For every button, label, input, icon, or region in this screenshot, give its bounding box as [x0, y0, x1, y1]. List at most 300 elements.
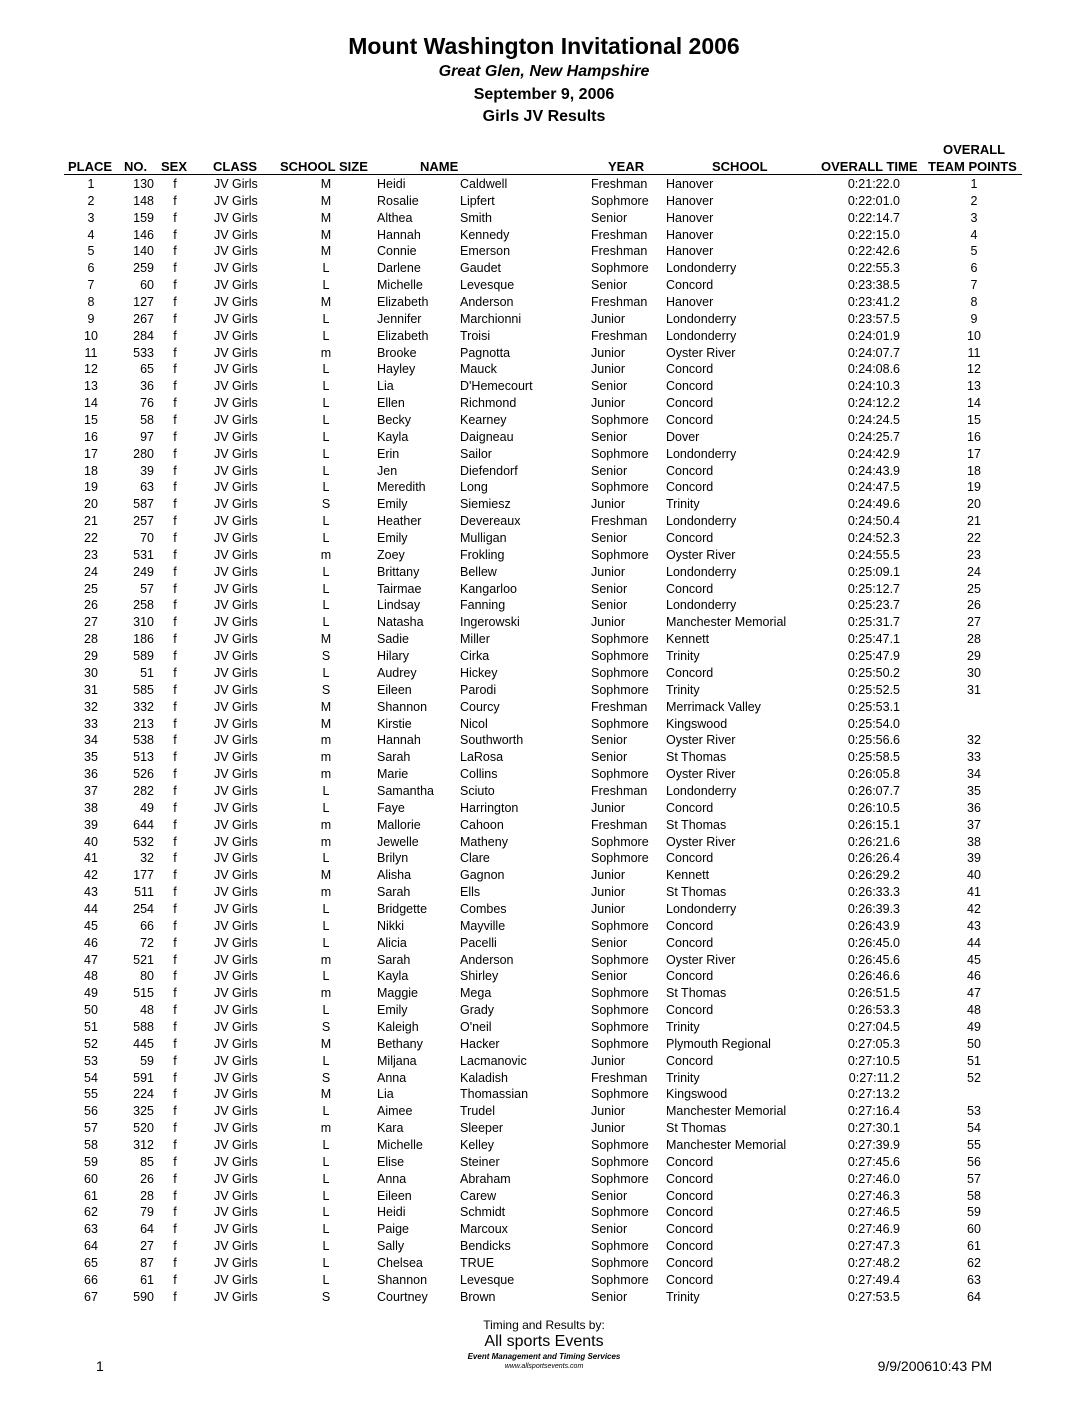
cell-last-name: Matheny — [460, 834, 508, 849]
cell-school-size: m — [320, 834, 332, 849]
cell-year: Junior — [591, 800, 626, 815]
cell-team-points: 48 — [967, 1003, 981, 1018]
cell-team-points: 16 — [967, 429, 981, 444]
cell-last-name: Steiner — [460, 1154, 500, 1169]
table-row — [0, 581, 1088, 598]
cell-year: Senior — [591, 210, 628, 225]
cell-overall-time: 0:24:01.9 — [847, 328, 900, 343]
cell-team-points: 63 — [967, 1272, 981, 1287]
cell-place: 41 — [84, 851, 98, 866]
cell-bib-number: 59 — [140, 1053, 154, 1068]
company-name: All sports Events — [484, 1333, 604, 1350]
cell-bib-number: 521 — [133, 952, 154, 967]
cell-last-name: Diefendorf — [460, 463, 518, 478]
cell-last-name: Cahoon — [460, 817, 504, 832]
cell-class: JV Girls — [214, 295, 258, 310]
cell-year: Junior — [591, 311, 626, 326]
cell-team-points: 18 — [967, 463, 981, 478]
cell-place: 39 — [84, 817, 98, 832]
cell-sex: f — [173, 1019, 177, 1034]
cell-class: JV Girls — [214, 1137, 258, 1152]
page-title: Mount Washington Invitational 2006 — [348, 33, 740, 59]
cell-last-name: Brown — [460, 1289, 496, 1304]
cell-overall-time: 0:24:07.7 — [847, 345, 900, 360]
cell-last-name: Fanning — [460, 598, 506, 613]
cell-last-name: Thomassian — [460, 1087, 529, 1102]
cell-sex: f — [173, 1070, 177, 1085]
col-year: YEAR — [608, 159, 645, 174]
cell-class: JV Girls — [214, 952, 258, 967]
cell-place: 46 — [84, 935, 98, 950]
cell-school: Oyster River — [666, 767, 736, 782]
cell-school-size: L — [322, 379, 330, 394]
cell-year: Sophmore — [591, 480, 649, 495]
cell-place: 12 — [84, 362, 98, 377]
cell-sex: f — [173, 1239, 177, 1254]
table-row — [0, 631, 1088, 648]
cell-year: Sophmore — [591, 1205, 649, 1220]
table-row — [0, 1272, 1088, 1289]
cell-first-name: Hannah — [377, 733, 421, 748]
cell-team-points: 9 — [970, 311, 978, 326]
cell-place: 13 — [84, 379, 98, 394]
cell-place: 55 — [84, 1087, 98, 1102]
cell-last-name: Kelley — [460, 1137, 495, 1152]
cell-year: Senior — [591, 1289, 628, 1304]
cell-team-points: 3 — [970, 210, 978, 225]
table-row — [0, 732, 1088, 749]
cell-overall-time: 0:26:45.0 — [847, 935, 900, 950]
results-table — [0, 176, 1088, 1306]
cell-school-size: S — [321, 649, 331, 664]
cell-bib-number: 80 — [140, 969, 154, 984]
cell-sex: f — [173, 632, 177, 647]
cell-overall-time: 0:22:42.6 — [847, 244, 900, 259]
cell-class: JV Girls — [214, 649, 258, 664]
cell-sex: f — [173, 699, 177, 714]
cell-first-name: Emily — [377, 497, 408, 512]
cell-overall-time: 0:26:26.4 — [847, 851, 900, 866]
table-row — [0, 227, 1088, 244]
cell-last-name: Miller — [460, 632, 490, 647]
cell-overall-time: 0:21:22.0 — [847, 177, 900, 191]
cell-class: JV Girls — [214, 311, 258, 326]
cell-team-points: 22 — [967, 531, 981, 546]
cell-school-size: S — [321, 1019, 331, 1034]
cell-overall-time: 0:26:51.5 — [847, 986, 900, 1001]
cell-place: 33 — [84, 716, 98, 731]
cell-team-points: 10 — [967, 328, 981, 343]
cell-year: Sophmore — [591, 261, 649, 276]
cell-sex: f — [173, 362, 177, 377]
cell-first-name: Kara — [377, 1121, 404, 1136]
cell-sex: f — [173, 733, 177, 748]
cell-year: Junior — [591, 497, 626, 512]
col-team-points-line1: OVERALL — [943, 142, 1006, 157]
cell-sex: f — [173, 463, 177, 478]
cell-overall-time: 0:27:46.0 — [847, 1171, 900, 1186]
cell-first-name: Sally — [377, 1239, 405, 1254]
cell-bib-number: 186 — [133, 632, 154, 647]
cell-year: Sophmore — [591, 834, 649, 849]
table-row — [0, 1238, 1088, 1255]
cell-overall-time: 0:26:53.3 — [847, 1003, 900, 1018]
table-row — [0, 176, 1088, 193]
cell-place: 66 — [84, 1272, 98, 1287]
cell-bib-number: 148 — [133, 193, 154, 208]
cell-year: Senior — [591, 935, 628, 950]
cell-school: Londonderry — [666, 328, 737, 343]
table-row — [0, 412, 1088, 429]
cell-year: Sophmore — [591, 446, 649, 461]
cell-sex: f — [173, 1121, 177, 1136]
cell-last-name: Shirley — [460, 969, 499, 984]
table-row — [0, 867, 1088, 884]
table-row — [0, 1188, 1088, 1205]
cell-last-name: Anderson — [460, 952, 514, 967]
print-timestamp: 9/9/200610:43 PM — [877, 1358, 992, 1374]
cell-last-name: Devereaux — [460, 514, 521, 529]
cell-first-name: Sarah — [377, 885, 411, 900]
cell-school: Concord — [666, 935, 714, 950]
cell-year: Sophmore — [591, 682, 649, 697]
cell-school: Concord — [666, 581, 714, 596]
cell-class: JV Girls — [214, 885, 258, 900]
cell-last-name: Sciuto — [460, 783, 495, 798]
cell-team-points: 5 — [970, 244, 978, 259]
cell-team-points: 31 — [967, 682, 981, 697]
cell-last-name: Mayville — [460, 918, 506, 933]
cell-last-name: LaRosa — [460, 750, 504, 765]
cell-place: 17 — [84, 446, 98, 461]
cell-year: Junior — [591, 1053, 626, 1068]
table-row — [0, 1036, 1088, 1053]
event-location: Great Glen, New Hampshire — [438, 63, 650, 80]
cell-place: 29 — [84, 649, 98, 664]
cell-team-points: 11 — [967, 345, 981, 360]
cell-last-name: Caldwell — [460, 177, 508, 191]
cell-class: JV Girls — [214, 278, 258, 293]
cell-bib-number: 146 — [133, 227, 154, 242]
cell-overall-time: 0:26:21.6 — [847, 834, 900, 849]
table-row — [0, 294, 1088, 311]
cell-bib-number: 284 — [133, 328, 154, 343]
cell-school: Londonderry — [666, 311, 737, 326]
cell-place: 56 — [84, 1104, 98, 1119]
table-row — [0, 1204, 1088, 1221]
cell-overall-time: 0:26:33.3 — [847, 885, 900, 900]
cell-last-name: Richmond — [460, 396, 517, 411]
table-row — [0, 1171, 1088, 1188]
cell-first-name: Paige — [377, 1222, 409, 1237]
company-tagline: Event Management and Timing Services — [467, 1352, 621, 1361]
cell-place: 36 — [84, 767, 98, 782]
cell-first-name: Maggie — [377, 986, 418, 1001]
cell-school: Manchester Memorial — [666, 1137, 787, 1152]
cell-school-size: L — [322, 581, 330, 596]
cell-sex: f — [173, 851, 177, 866]
cell-last-name: Hickey — [460, 665, 498, 680]
cell-place: 67 — [84, 1289, 98, 1304]
cell-sex: f — [173, 295, 177, 310]
cell-bib-number: 61 — [140, 1272, 154, 1287]
cell-bib-number: 533 — [133, 345, 154, 360]
cell-bib-number: 51 — [140, 665, 154, 680]
cell-class: JV Girls — [214, 379, 258, 394]
cell-overall-time: 0:25:31.7 — [847, 615, 900, 630]
cell-place: 21 — [84, 514, 98, 529]
cell-school-size: L — [322, 531, 330, 546]
cell-place: 59 — [84, 1154, 98, 1169]
cell-place: 43 — [84, 885, 98, 900]
cell-school: Trinity — [666, 1070, 700, 1085]
cell-first-name: Mallorie — [377, 817, 421, 832]
cell-place: 57 — [84, 1121, 98, 1136]
cell-overall-time: 0:23:57.5 — [847, 311, 900, 326]
table-row — [0, 429, 1088, 446]
cell-overall-time: 0:24:24.5 — [847, 413, 900, 428]
cell-last-name: Marchionni — [460, 311, 522, 326]
cell-team-points: 58 — [967, 1188, 981, 1203]
table-row — [0, 699, 1088, 716]
cell-first-name: Heidi — [377, 177, 406, 191]
cell-school-size: L — [322, 1239, 330, 1254]
cell-bib-number: 531 — [133, 547, 154, 562]
cell-last-name: Kearney — [460, 413, 507, 428]
cell-sex: f — [173, 345, 177, 360]
cell-overall-time: 0:27:48.2 — [847, 1256, 900, 1270]
cell-first-name: Shannon — [377, 699, 428, 714]
cell-team-points: 51 — [967, 1053, 981, 1068]
cell-class: JV Girls — [214, 1003, 258, 1018]
cell-place: 10 — [84, 328, 98, 343]
cell-bib-number: 26 — [140, 1171, 154, 1186]
cell-overall-time: 0:27:16.4 — [847, 1104, 900, 1119]
col-name: NAME — [420, 159, 459, 174]
cell-place: 30 — [84, 665, 98, 680]
cell-year: Sophmore — [591, 1256, 649, 1270]
cell-last-name: Bendicks — [460, 1239, 511, 1254]
cell-school-size: m — [320, 750, 332, 765]
cell-first-name: Kaleigh — [377, 1019, 419, 1034]
cell-year: Freshman — [591, 177, 648, 191]
table-row — [0, 513, 1088, 530]
cell-class: JV Girls — [214, 581, 258, 596]
cell-first-name: Audrey — [377, 665, 417, 680]
page-number: 1 — [96, 1358, 104, 1374]
cell-class: JV Girls — [214, 800, 258, 815]
cell-place: 14 — [84, 396, 98, 411]
cell-overall-time: 0:24:49.6 — [847, 497, 900, 512]
cell-overall-time: 0:22:55.3 — [847, 261, 900, 276]
cell-school-size: L — [322, 901, 330, 916]
cell-bib-number: 130 — [133, 177, 154, 191]
table-row — [0, 463, 1088, 480]
cell-school-size: M — [320, 868, 332, 883]
company-website: www.allsportsevents.com — [504, 1363, 584, 1370]
cell-sex: f — [173, 1003, 177, 1018]
cell-team-points: 44 — [967, 935, 981, 950]
cell-team-points: 15 — [967, 413, 981, 428]
cell-school-size: M — [320, 716, 332, 731]
cell-school: Concord — [666, 396, 714, 411]
cell-sex: f — [173, 918, 177, 933]
cell-place: 53 — [84, 1053, 98, 1068]
cell-first-name: Darlene — [377, 261, 421, 276]
cell-class: JV Girls — [214, 463, 258, 478]
cell-last-name: Long — [460, 480, 488, 495]
cell-sex: f — [173, 952, 177, 967]
cell-class: JV Girls — [214, 564, 258, 579]
cell-school: Concord — [666, 1171, 714, 1186]
cell-sex: f — [173, 581, 177, 596]
cell-team-points: 57 — [967, 1171, 981, 1186]
cell-first-name: Faye — [377, 800, 405, 815]
cell-first-name: Hilary — [377, 649, 409, 664]
cell-sex: f — [173, 1205, 177, 1220]
cell-class: JV Girls — [214, 1121, 258, 1136]
cell-school: Concord — [666, 1272, 714, 1287]
cell-year: Freshman — [591, 1070, 648, 1085]
cell-school-size: S — [321, 682, 331, 697]
cell-first-name: Alisha — [377, 868, 412, 883]
cell-school: Londonderry — [666, 446, 737, 461]
cell-first-name: Kayla — [377, 969, 409, 984]
cell-last-name: Kangarloo — [460, 581, 517, 596]
table-row — [0, 597, 1088, 614]
cell-overall-time: 0:25:52.5 — [847, 682, 900, 697]
cell-first-name: Lia — [377, 379, 394, 394]
cell-overall-time: 0:26:05.8 — [847, 767, 900, 782]
cell-year: Junior — [591, 901, 626, 916]
cell-place: 35 — [84, 750, 98, 765]
cell-sex: f — [173, 800, 177, 815]
col-no: NO. — [124, 159, 148, 174]
cell-last-name: Carew — [460, 1188, 497, 1203]
cell-sex: f — [173, 1289, 177, 1304]
cell-overall-time: 0:24:47.5 — [847, 480, 900, 495]
col-sex: SEX — [161, 159, 188, 174]
cell-school: Londonderry — [666, 783, 737, 798]
cell-school-size: L — [322, 851, 330, 866]
cell-place: 7 — [87, 278, 95, 293]
cell-school: Concord — [666, 463, 714, 478]
cell-first-name: Michelle — [377, 1137, 423, 1152]
cell-team-points: 53 — [967, 1104, 981, 1119]
table-row — [0, 716, 1088, 733]
cell-school: Hanover — [666, 244, 714, 259]
cell-place: 52 — [84, 1036, 98, 1051]
cell-first-name: Bethany — [377, 1036, 423, 1051]
cell-school: Plymouth Regional — [666, 1036, 771, 1051]
cell-class: JV Girls — [214, 328, 258, 343]
cell-class: JV Girls — [214, 362, 258, 377]
cell-overall-time: 0:26:15.1 — [847, 817, 900, 832]
cell-class: JV Girls — [214, 1019, 258, 1034]
cell-first-name: Eileen — [377, 682, 412, 697]
cell-team-points: 21 — [967, 514, 981, 529]
cell-last-name: D'Hemecourt — [460, 379, 533, 394]
cell-class: JV Girls — [214, 783, 258, 798]
cell-team-points: 49 — [967, 1019, 981, 1034]
cell-place: 16 — [84, 429, 98, 444]
cell-year: Senior — [591, 429, 628, 444]
cell-sex: f — [173, 413, 177, 428]
cell-year: Sophmore — [591, 1137, 649, 1152]
cell-class: JV Girls — [214, 665, 258, 680]
cell-team-points: 1 — [970, 177, 978, 191]
cell-last-name: Frokling — [460, 547, 505, 562]
cell-first-name: Hayley — [377, 362, 416, 377]
cell-school-size: m — [320, 952, 332, 967]
cell-sex: f — [173, 193, 177, 208]
cell-bib-number: 310 — [133, 615, 154, 630]
table-row — [0, 496, 1088, 513]
cell-place: 50 — [84, 1003, 98, 1018]
cell-year: Sophmore — [591, 665, 649, 680]
cell-team-points: 42 — [967, 901, 981, 916]
cell-last-name: Troisi — [460, 328, 491, 343]
table-row — [0, 884, 1088, 901]
cell-first-name: Natasha — [377, 615, 424, 630]
cell-overall-time: 0:27:47.3 — [847, 1239, 900, 1254]
cell-place: 34 — [84, 733, 98, 748]
cell-sex: f — [173, 547, 177, 562]
cell-team-points: 28 — [967, 632, 981, 647]
cell-sex: f — [173, 1036, 177, 1051]
cell-place: 28 — [84, 632, 98, 647]
cell-sex: f — [173, 1154, 177, 1169]
cell-school: Concord — [666, 969, 714, 984]
cell-overall-time: 0:25:12.7 — [847, 581, 900, 596]
col-team-points-line2: TEAM POINTS — [928, 159, 1017, 174]
cell-year: Senior — [591, 581, 628, 596]
cell-year: Senior — [591, 969, 628, 984]
cell-class: JV Girls — [214, 632, 258, 647]
cell-year: Sophmore — [591, 767, 649, 782]
cell-year: Sophmore — [591, 193, 649, 208]
cell-first-name: Miljana — [377, 1053, 417, 1068]
cell-sex: f — [173, 868, 177, 883]
table-row — [0, 1053, 1088, 1070]
cell-first-name: Heather — [377, 514, 422, 529]
cell-bib-number: 159 — [133, 210, 154, 225]
table-row — [0, 1137, 1088, 1154]
cell-team-points: 61 — [967, 1239, 981, 1254]
cell-sex: f — [173, 446, 177, 461]
cell-school: Concord — [666, 918, 714, 933]
table-row — [0, 952, 1088, 969]
cell-year: Junior — [591, 615, 626, 630]
cell-bib-number: 63 — [140, 480, 154, 495]
cell-school-size: L — [322, 413, 330, 428]
cell-sex: f — [173, 750, 177, 765]
cell-school: Concord — [666, 1256, 714, 1270]
cell-last-name: Parodi — [460, 682, 497, 697]
cell-school-size: L — [322, 598, 330, 613]
cell-team-points: 12 — [967, 362, 981, 377]
table-row — [0, 985, 1088, 1002]
cell-overall-time: 0:27:30.1 — [847, 1121, 900, 1136]
cell-last-name: Schmidt — [460, 1205, 506, 1220]
table-row — [0, 547, 1088, 564]
cell-place: 32 — [84, 699, 98, 714]
cell-year: Junior — [591, 868, 626, 883]
table-row — [0, 1120, 1088, 1137]
cell-sex: f — [173, 682, 177, 697]
cell-year: Sophmore — [591, 1036, 649, 1051]
cell-team-points: 45 — [967, 952, 981, 967]
